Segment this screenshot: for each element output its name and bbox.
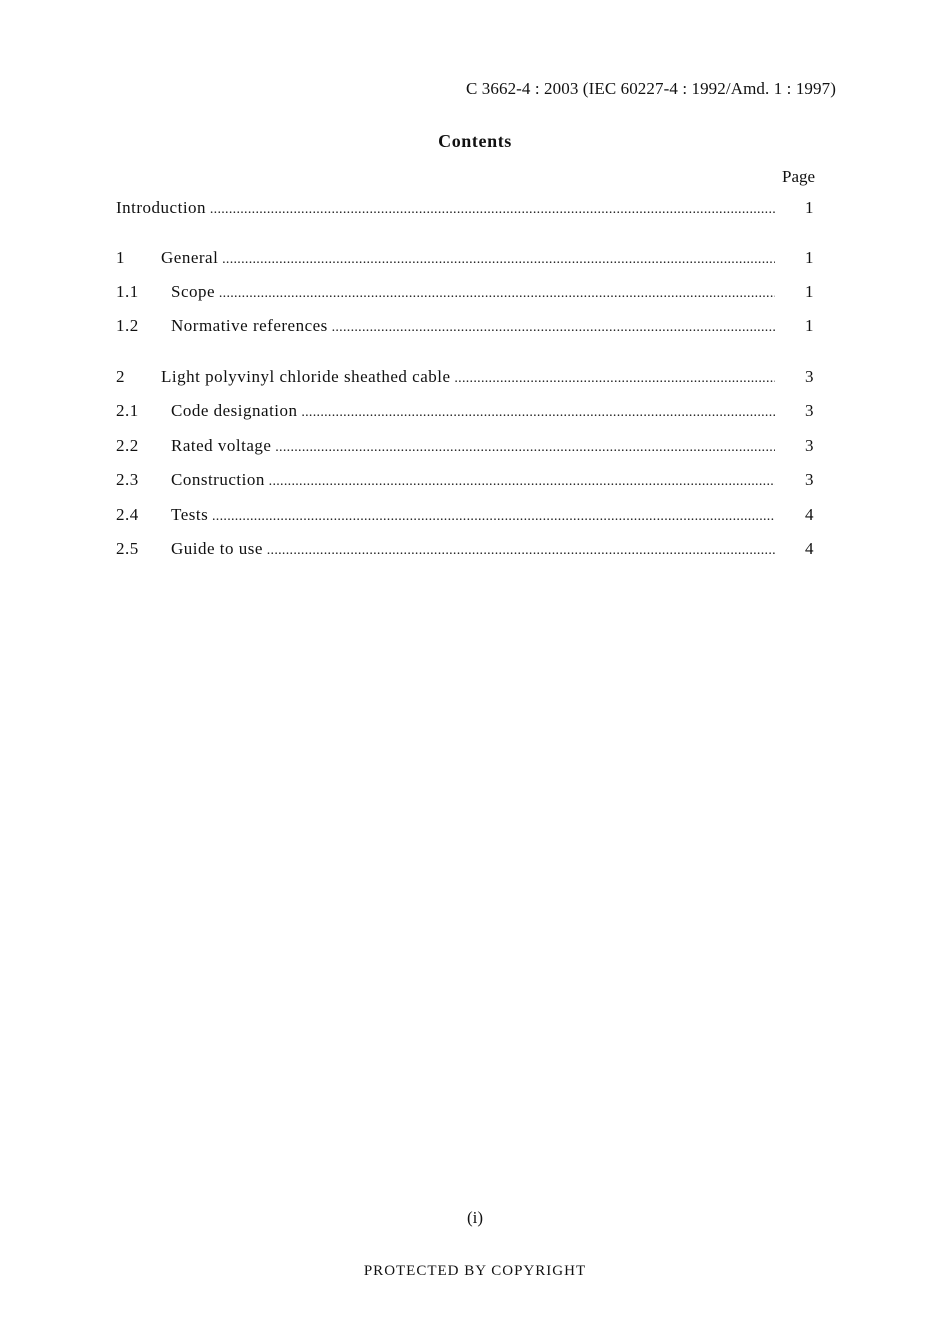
- toc-entry-number: 1.1: [116, 282, 139, 301]
- toc-entry-title: Tests .....: [171, 505, 775, 529]
- toc-entry-number: 2.3: [116, 470, 139, 489]
- toc-entry-title: Construction .....: [171, 470, 775, 494]
- toc-entry-2-2[interactable]: [116, 436, 826, 460]
- toc-entry-title: Rated voltage .....: [171, 436, 775, 460]
- copyright-notice: PROTECTED BY COPYRIGHT: [363, 1263, 587, 1279]
- toc-entry-page: 4: [805, 539, 814, 558]
- toc-entry-number: 2: [116, 367, 125, 386]
- toc-entry-2-5[interactable]: [116, 539, 826, 563]
- toc-entry-number: 2.4: [116, 505, 139, 524]
- toc-entry-page: 1: [805, 198, 814, 217]
- toc-entry-2-1[interactable]: [116, 401, 826, 425]
- toc-entry-1[interactable]: [116, 248, 826, 272]
- toc-entry-number: 1: [116, 248, 125, 267]
- toc-entry-page: 1: [805, 316, 814, 335]
- toc-entry-page: 4: [805, 505, 814, 524]
- toc-entry-page: 3: [805, 470, 814, 489]
- toc-entry-page: 3: [805, 401, 814, 420]
- toc-entry-2[interactable]: [116, 367, 826, 391]
- toc-entry-title: Normative references .....: [171, 316, 775, 340]
- toc-entry-number: 2.5: [116, 539, 139, 558]
- toc-entry-title: Guide to use .....: [171, 539, 775, 563]
- toc-entry-title: Introduction .....: [116, 198, 775, 222]
- toc-entry-number: 2.1: [116, 401, 139, 420]
- toc-entry-title: Scope .....: [171, 282, 775, 306]
- toc-entry-page: 1: [805, 282, 814, 301]
- toc-entry-page: 3: [805, 436, 814, 455]
- toc-entry-title: Light polyvinyl chloride sheathed cable .....: [161, 367, 775, 391]
- toc-entry-2-3[interactable]: [116, 470, 826, 494]
- toc-entry-2-4[interactable]: [116, 505, 826, 529]
- toc-entry-number: 2.2: [116, 436, 139, 455]
- page-number: (i): [466, 1208, 484, 1227]
- page-column-label: Page: [782, 167, 816, 186]
- toc-entry-1-2[interactable]: [116, 316, 826, 340]
- toc-entry-1-1[interactable]: [116, 282, 826, 306]
- toc-entry-title: General .....: [161, 248, 775, 272]
- toc-entry-introduction[interactable]: [116, 198, 826, 222]
- toc-entry-number: 1.2: [116, 316, 139, 335]
- document-reference: C 3662-4 : 2003 (IEC 60227-4 : 1992/Amd. 1 : 1997): [465, 79, 836, 98]
- toc-entry-title: Code designation .....: [171, 401, 775, 425]
- page-title: Contents: [438, 131, 512, 151]
- toc-entry-page: 1: [805, 248, 814, 267]
- toc-entry-page: 3: [805, 367, 814, 386]
